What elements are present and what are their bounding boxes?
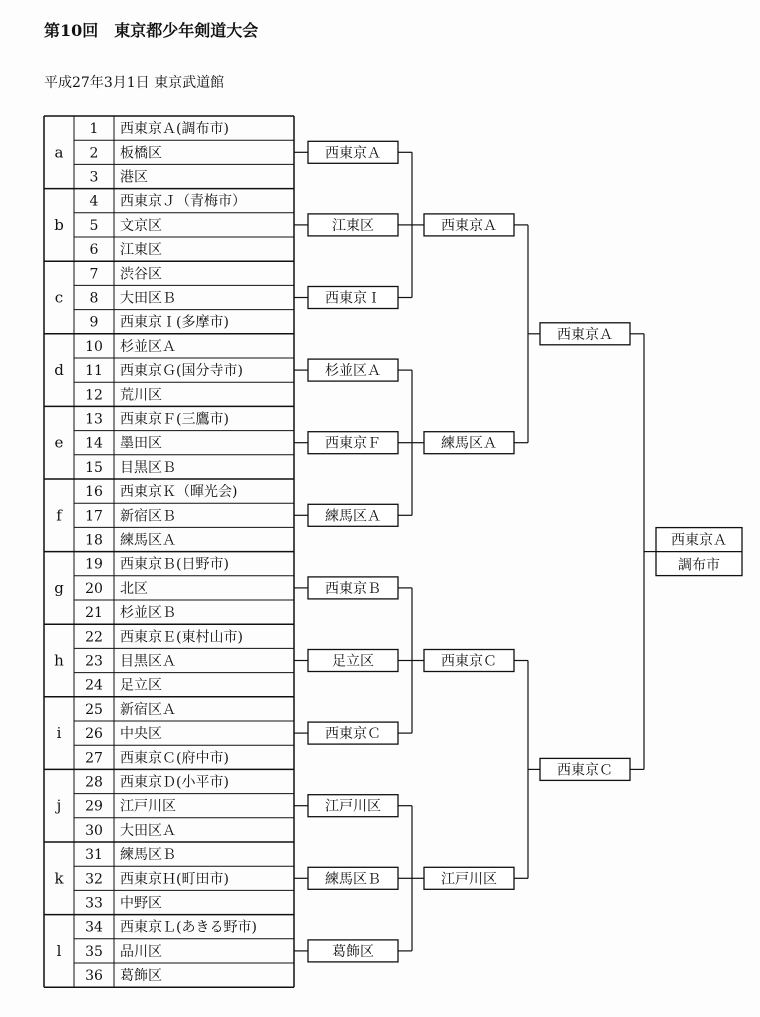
bracket-team: 西東京Ａ xyxy=(325,145,381,162)
group-label: e xyxy=(54,433,64,452)
group-label: g xyxy=(54,578,64,597)
bracket-team: 江戸川区 xyxy=(325,798,381,815)
team-number: 16 xyxy=(85,484,103,501)
team-name: 中央区 xyxy=(120,726,162,743)
champion-city: 調布市 xyxy=(678,557,720,574)
bracket-team: 江東区 xyxy=(332,217,374,234)
team-number: 12 xyxy=(85,387,103,404)
group-label: i xyxy=(56,724,62,743)
team-name: 板橋区 xyxy=(120,145,162,162)
bracket-team: 西東京Ｂ xyxy=(325,580,381,597)
team-name: 西東京Ｋ（暉光会) xyxy=(120,484,238,501)
team-name: 中野区 xyxy=(120,895,162,912)
team-name: 西東京Ｆ(三鷹市) xyxy=(120,411,229,428)
team-number: 21 xyxy=(85,605,103,622)
team-name: 江戸川区 xyxy=(120,798,176,815)
team-name: 西東京Ｃ(府中市) xyxy=(120,750,229,767)
team-number: 35 xyxy=(85,943,103,960)
group-label: a xyxy=(54,143,64,162)
team-name: 文京区 xyxy=(120,217,162,234)
team-number: 22 xyxy=(85,629,103,646)
team-name: 新宿区Ａ xyxy=(120,701,176,718)
team-name: 大田区Ａ xyxy=(120,822,176,839)
team-number: 6 xyxy=(89,242,99,259)
team-name: 西東京Ｂ(日野市) xyxy=(120,556,229,573)
bracket-team: 杉並区Ａ xyxy=(325,363,381,380)
bracket-team: 練馬区Ｂ xyxy=(325,871,381,888)
bracket-team: 江戸川区 xyxy=(441,871,497,888)
group-label: k xyxy=(54,869,64,888)
team-number: 11 xyxy=(85,363,103,380)
bracket-team: 西東京Ｆ xyxy=(325,435,381,452)
bracket-team: 西東京Ａ xyxy=(557,326,613,343)
team-number: 4 xyxy=(89,193,99,210)
bracket-team: 練馬区Ａ xyxy=(325,508,381,525)
team-name: 西東京Ｄ(小平市) xyxy=(120,774,229,791)
team-number: 2 xyxy=(89,145,99,162)
team-name: 西東京Ｅ(東村山市) xyxy=(120,629,243,646)
team-name: 杉並区Ａ xyxy=(120,338,176,355)
team-name: 西東京Ａ(調布市) xyxy=(120,121,229,138)
team-name: 西東京Ｌ(あきる野市) xyxy=(120,919,257,936)
group-label: f xyxy=(56,506,62,525)
team-number: 18 xyxy=(85,532,103,549)
team-name: 目黒区Ａ xyxy=(120,653,176,670)
champion-name: 西東京Ａ xyxy=(671,532,727,549)
team-name: 西東京Ｊ（青梅市） xyxy=(120,193,246,210)
group-label: b xyxy=(54,215,64,234)
group-label: l xyxy=(56,941,62,960)
team-number: 32 xyxy=(85,871,103,888)
team-number: 29 xyxy=(85,798,103,815)
team-number: 17 xyxy=(85,508,103,525)
group-label: c xyxy=(54,288,64,307)
bracket-team: 練馬区Ａ xyxy=(441,435,497,452)
bracket-team: 西東京Ｃ xyxy=(325,726,381,743)
team-number: 28 xyxy=(85,774,103,791)
page-title: 第10回 東京都少年剣道大会 xyxy=(44,21,259,40)
team-number: 10 xyxy=(85,338,103,355)
team-number: 27 xyxy=(85,750,103,767)
bracket-team: 西東京Ａ xyxy=(441,217,497,234)
team-number: 3 xyxy=(89,169,99,186)
team-number: 9 xyxy=(89,314,99,331)
team-number: 26 xyxy=(85,726,103,743)
team-number: 13 xyxy=(85,411,103,428)
team-name: 杉並区Ｂ xyxy=(120,605,176,622)
team-number: 25 xyxy=(85,701,103,718)
team-name: 港区 xyxy=(120,169,148,186)
team-number: 14 xyxy=(85,435,103,452)
group-label: d xyxy=(54,361,64,380)
team-name: 江東区 xyxy=(120,242,162,259)
team-name: 新宿区Ｂ xyxy=(120,508,176,525)
bracket-team: 西東京Ｃ xyxy=(557,762,613,779)
team-number: 20 xyxy=(85,580,103,597)
team-name: 西東京Ｈ(町田市) xyxy=(120,871,229,888)
team-number: 8 xyxy=(89,290,99,307)
team-number: 33 xyxy=(85,895,103,912)
bracket-team: 西東京Ｃ xyxy=(441,653,497,670)
team-name: 北区 xyxy=(120,580,148,597)
team-name: 西東京Ｇ(国分寺市) xyxy=(120,363,243,380)
group-label: j xyxy=(56,796,62,815)
team-name: 練馬区Ａ xyxy=(120,532,176,549)
team-number: 23 xyxy=(85,653,103,670)
team-number: 15 xyxy=(85,459,103,476)
team-number: 36 xyxy=(85,968,103,985)
team-name: 大田区Ｂ xyxy=(120,290,176,307)
team-name: 品川区 xyxy=(120,943,162,960)
bracket-team: 葛飾区 xyxy=(332,943,374,960)
bracket-team: 足立区 xyxy=(332,653,374,670)
team-name: 目黒区Ｂ xyxy=(120,459,176,476)
team-number: 5 xyxy=(89,217,99,234)
team-name: 練馬区Ｂ xyxy=(120,847,176,864)
event-date-venue: 平成27年3月1日 東京武道館 xyxy=(44,75,225,91)
team-name: 葛飾区 xyxy=(120,968,162,985)
team-number: 1 xyxy=(89,121,99,138)
team-number: 7 xyxy=(89,266,99,283)
team-number: 30 xyxy=(85,822,103,839)
group-label: h xyxy=(54,651,64,670)
team-number: 34 xyxy=(85,919,103,936)
bracket-team: 西東京Ｉ xyxy=(325,290,381,307)
team-name: 西東京Ｉ(多摩市) xyxy=(120,314,229,331)
team-name: 墨田区 xyxy=(120,435,162,452)
team-name: 足立区 xyxy=(120,677,162,694)
team-number: 19 xyxy=(85,556,103,573)
team-number: 24 xyxy=(85,677,103,694)
team-name: 荒川区 xyxy=(120,387,162,404)
team-name: 渋谷区 xyxy=(120,266,162,283)
team-number: 31 xyxy=(85,847,103,864)
